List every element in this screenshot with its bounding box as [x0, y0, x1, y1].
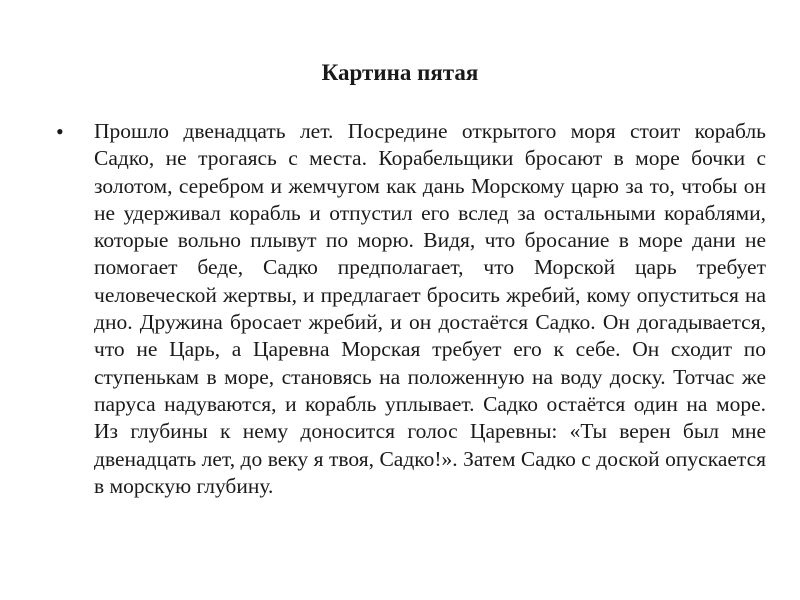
- slide-title: Картина пятая: [321, 60, 479, 85]
- slide-paragraph: Прошло двенадцать лет. Посредине открытого моря стоит корабль Садко, не трогаясь с места. Корабельщики бросают в море бочки с золотом, серебром и жемчугом как дань Морскому царю за то, чтобы он не удерживал корабль и отпустил его вслед за остальными кораблями, которые вольно плывут по морю. Видя, что бросание в море дани не помогает беде, Садко предполагает, что Морской царь требует человеческой жертвы, и предлагает бросить жребий, кому опуститься на дно. Дружина бросает жребий, и он достаётся Садко. Он догадывается, что не Царь, а Царевна Морская требует его к себе. Он сходит по ступенькам в море, становясь на положенную на воду доску. Тотчас же паруса надуваются, и корабль уплывает. Садко остаётся один на море. Из глубины к нему доносится голос Царевны: «Ты верен был мне двенадцать лет, до веку я твоя, Садко!». Затем Садко с доской опускается в морскую глубину.: [94, 119, 766, 498]
- bullet-item: [56, 118, 766, 500]
- bullet-marker: •: [56, 119, 64, 144]
